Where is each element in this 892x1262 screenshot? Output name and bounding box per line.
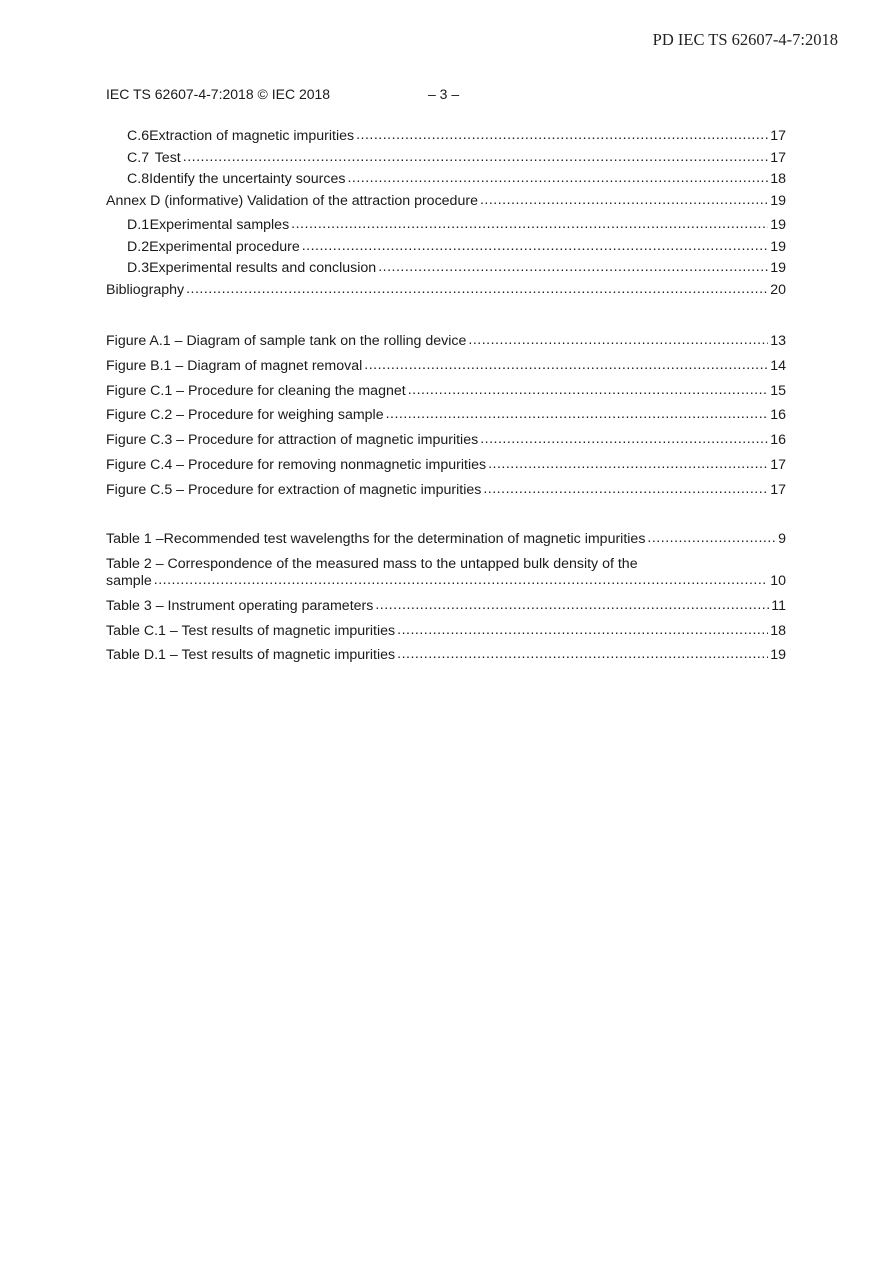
- figure-entry-title: Figure C.4 – Procedure for removing nonmagnetic impurities: [106, 456, 487, 473]
- toc-dot-leader: [468, 332, 768, 349]
- table-entry-title: Table 2 – Correspondence of the measured mass to the untapped bulk density of the: [106, 555, 638, 572]
- figure-entry-title: Figure A.1 – Diagram of sample tank on the rolling device: [106, 333, 467, 349]
- toc-entry-number: D.3: [127, 260, 150, 277]
- figure-entry[interactable]: [106, 333, 786, 350]
- toc-entry-page: 19: [770, 238, 786, 255]
- toc-dot-leader: [480, 431, 768, 448]
- toc-entry-annex[interactable]: [106, 193, 786, 210]
- toc-dot-leader: [408, 382, 769, 399]
- toc-entry-title: Annex D (informative) Validation of the attraction procedure: [106, 193, 478, 210]
- toc-entry-title: Extraction of magnetic impurities: [149, 128, 355, 144]
- toc-dot-leader: [302, 238, 769, 255]
- table-entry[interactable]: [106, 647, 786, 664]
- table-entry-title: Table 3 – Instrument operating parameters: [106, 597, 374, 614]
- table-entry-title: Table 1 –Recommended test wavelengths for the determination of magnetic impurities: [106, 531, 646, 547]
- header-page-number: – 3 –: [428, 86, 460, 102]
- figure-entry-page: 13: [770, 333, 786, 349]
- toc-entry[interactable]: [106, 217, 786, 234]
- list-of-figures: [106, 333, 786, 507]
- table-entry-page: 10: [770, 572, 786, 589]
- toc-dot-leader: [488, 456, 768, 473]
- toc-entry-title: Bibliography: [106, 282, 185, 299]
- toc-entry-bibliography[interactable]: [106, 282, 786, 299]
- figure-entry-title: Figure C.2 – Procedure for weighing sample: [106, 407, 384, 424]
- figure-entry[interactable]: [106, 383, 786, 400]
- toc-entry-number: C.7: [127, 149, 150, 166]
- toc-entry-page: 18: [770, 171, 786, 188]
- figure-entry-page: 14: [770, 357, 786, 374]
- toc-dot-leader: [397, 646, 768, 663]
- figure-entry-title: Figure C.1 – Procedure for cleaning the magnet: [106, 382, 406, 399]
- toc-dot-leader: [483, 481, 768, 498]
- toc-entry-title: Identify the uncertainty sources: [149, 171, 346, 188]
- figure-entry-title: Figure B.1 – Diagram of magnet removal: [106, 357, 363, 374]
- figure-entry-page: 17: [770, 481, 786, 498]
- toc-entry-number: C.6: [127, 128, 150, 144]
- table-entry-title: Table C.1 – Test results of magnetic impurities: [106, 622, 396, 639]
- toc-entry-title: Experimental samples: [149, 217, 290, 234]
- toc-entry-page: 17: [770, 149, 786, 166]
- toc-entry-page: 19: [770, 193, 786, 210]
- figure-entry[interactable]: [106, 482, 786, 499]
- figure-entry[interactable]: [106, 457, 786, 474]
- table-entry[interactable]: [106, 623, 786, 640]
- list-of-tables: [106, 531, 786, 672]
- table-entry-page: 19: [770, 647, 786, 664]
- toc-dot-leader: [364, 357, 768, 374]
- table-entry[interactable]: [106, 556, 786, 590]
- figure-entry[interactable]: [106, 358, 786, 375]
- toc-entry-page: 20: [770, 282, 786, 299]
- page-header: [106, 86, 460, 102]
- header-copyright: IEC TS 62607-4-7:2018 © IEC 2018: [106, 86, 331, 102]
- toc-dot-leader: [154, 572, 768, 589]
- toc-entry-page: 19: [770, 260, 786, 277]
- table-entry-page: 9: [778, 531, 786, 547]
- table-entry-title: Table D.1 – Test results of magnetic impurities: [106, 647, 396, 664]
- table-entry-page: 11: [771, 597, 786, 614]
- table-entry-page: 18: [770, 622, 786, 639]
- toc-dot-leader: [183, 149, 768, 166]
- figure-entry[interactable]: [106, 432, 786, 449]
- toc-entry-number: D.1: [127, 217, 150, 234]
- table-entry-title-continued: sample: [106, 572, 152, 589]
- toc-entry[interactable]: [106, 128, 786, 145]
- toc-entry-title: Experimental procedure: [149, 238, 300, 255]
- toc-sections-list: [106, 128, 786, 304]
- figure-entry-page: 16: [770, 407, 786, 424]
- toc-entry[interactable]: [106, 239, 786, 256]
- toc-entry-page: 17: [770, 128, 786, 144]
- toc-dot-leader: [480, 192, 768, 209]
- figure-entry-page: 15: [770, 382, 786, 399]
- toc-entry-number: D.2: [127, 238, 150, 255]
- standard-identifier: PD IEC TS 62607-4-7:2018: [652, 30, 838, 49]
- toc-entry[interactable]: [106, 171, 786, 188]
- table-entry-continuation: [106, 573, 786, 590]
- toc-entry[interactable]: [106, 260, 786, 277]
- table-entry[interactable]: [106, 531, 786, 548]
- toc-dot-leader: [647, 530, 776, 547]
- toc-entry-title: Experimental results and conclusion: [149, 260, 377, 277]
- toc-dot-leader: [291, 216, 768, 233]
- toc-dot-leader: [347, 170, 768, 187]
- figure-entry-page: 17: [770, 456, 786, 473]
- toc-entry-title: Test: [154, 149, 181, 166]
- table-entry[interactable]: [106, 598, 786, 615]
- figure-entry-title: Figure C.3 – Procedure for attraction of magnetic impurities: [106, 432, 479, 449]
- toc-entry-page: 19: [770, 217, 786, 234]
- figure-entry-title: Figure C.5 – Procedure for extraction of magnetic impurities: [106, 481, 482, 498]
- figure-entry[interactable]: [106, 407, 786, 424]
- toc-dot-leader: [356, 127, 768, 144]
- toc-entry[interactable]: [106, 150, 786, 167]
- toc-entry-number: C.8: [127, 171, 150, 188]
- toc-dot-leader: [397, 622, 768, 639]
- toc-dot-leader: [386, 406, 769, 423]
- figure-entry-page: 16: [770, 432, 786, 449]
- toc-dot-leader: [375, 597, 769, 614]
- toc-dot-leader: [378, 259, 768, 276]
- toc-dot-leader: [186, 281, 768, 298]
